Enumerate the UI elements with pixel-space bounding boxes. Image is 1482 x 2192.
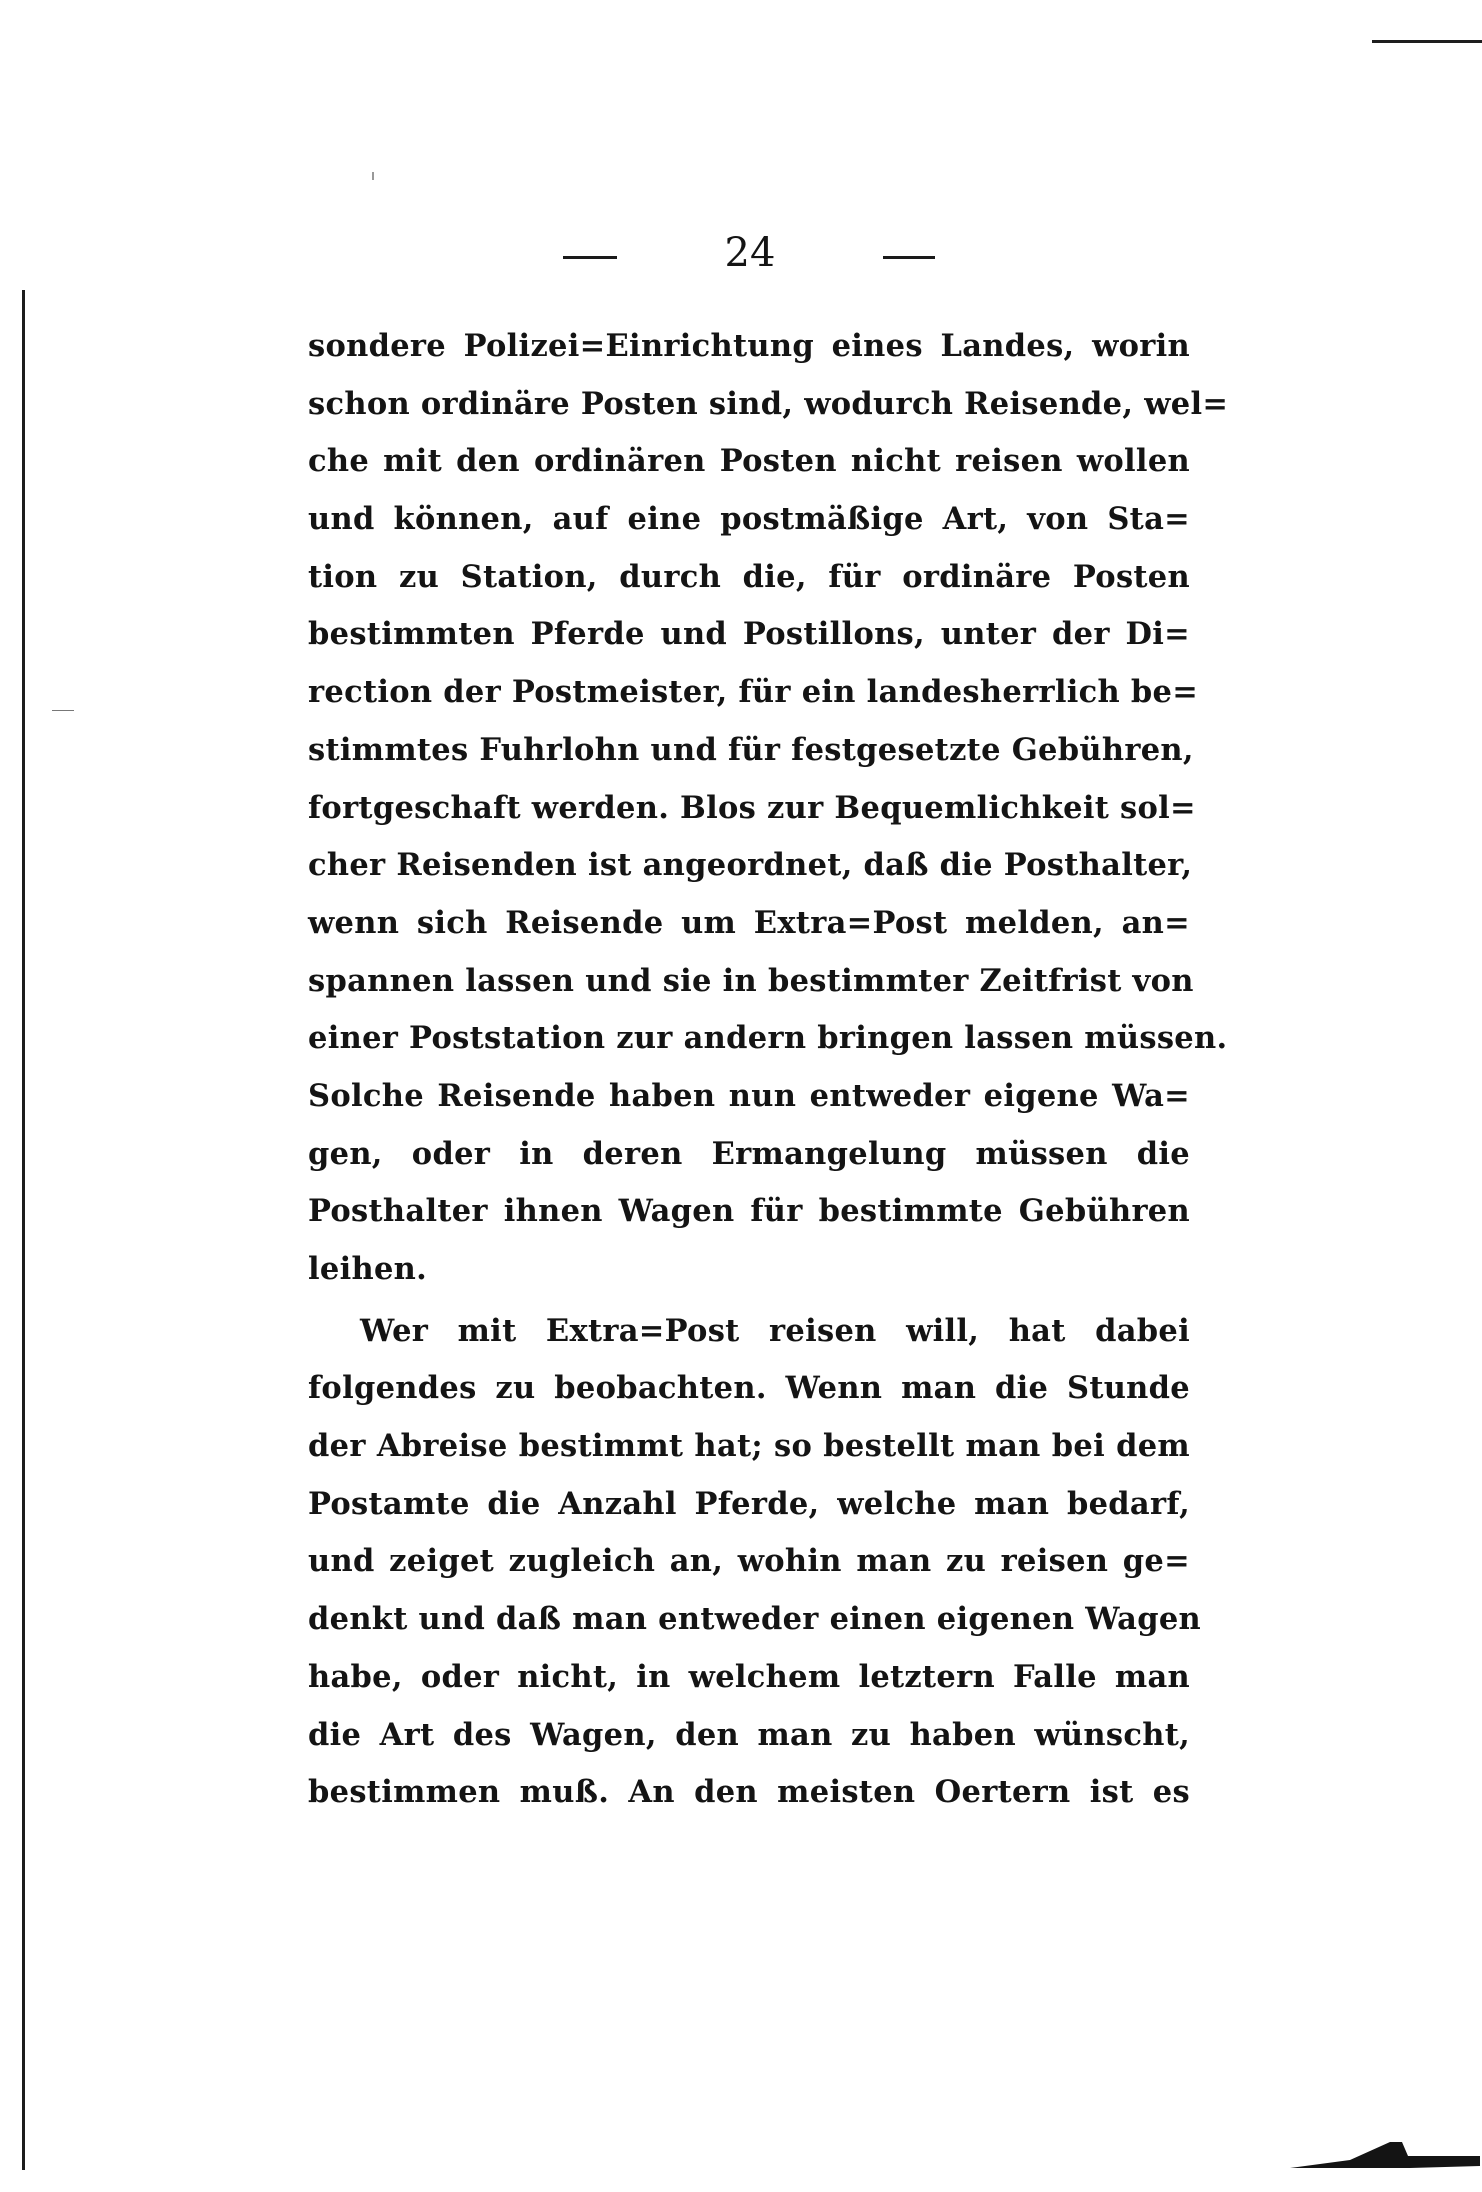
text-line: und zeiget zugleich an, wohin man zu reisen ge= [308,1543,1190,1580]
text-line: Solche Reisende haben nun entweder eigene Wa= [308,1077,1190,1114]
text-line: Wer mit Extra=Post reisen will, hat dabei [360,1312,1190,1349]
text-line: bestimmen muß. An den meisten Oertern ist es [308,1774,1190,1811]
scan-edge-top-right [1372,40,1482,43]
text-line: fortgeschaft werden. Blos zur Bequemlichkeit sol= [308,789,1196,826]
body-text [308,318,1229,1822]
text-line: und können, auf eine postmäßige Art, von Sta= [308,501,1190,538]
text-line: die Art des Wagen, den man zu haben wünscht, [308,1716,1190,1753]
text-line: wenn sich Reisende um Extra=Post melden, an= [308,904,1190,941]
paragraph-2 [308,1303,1202,1822]
text-line: rection der Postmeister, für ein landesherrlich be= [308,674,1199,711]
header-dash-left [563,256,617,259]
scan-mark [52,710,74,711]
text-line: che mit den ordinären Posten nicht reisen wollen [308,443,1190,480]
scan-speck [372,172,374,180]
text-line: der Abreise bestimmt hat; so bestellt man bei dem [308,1428,1190,1465]
text-line: tion zu Station, durch die, für ordinäre Posten [308,558,1190,595]
text-line: sondere Polizei=Einrichtung eines Landes, worin [308,328,1190,364]
text-line: cher Reisenden ist angeordnet, daß die Posthalter, [308,847,1193,884]
header-dash-right [883,256,935,259]
paragraph-1 [308,318,1229,1299]
scan-edge-bottom-right [1290,2138,1480,2172]
text-line: spannen lassen und sie in bestimmter Zeitfrist von [308,962,1194,999]
text-line: leihen. [308,1251,428,1287]
text-line: folgendes zu beobachten. Wenn man die Stunde [308,1370,1190,1407]
text-line: Posthalter ihnen Wagen für bestimmte Gebühren [308,1193,1190,1230]
text-line: Postamte die Anzahl Pferde, welche man bedarf, [308,1485,1190,1522]
text-line: einer Poststation zur andern bringen lassen müssen. [308,1020,1228,1057]
page-number: 24 [724,230,776,276]
text-line: denkt und daß man entweder einen eigenen Wagen [308,1601,1202,1638]
text-line: habe, oder nicht, in welchem letztern Falle man [308,1658,1190,1695]
text-line: stimmtes Fuhrlohn und für festgesetzte Gebühren, [308,731,1194,768]
text-line: schon ordinäre Posten sind, wodurch Reisende, wel= [308,385,1229,422]
scan-edge-left [22,290,25,2170]
text-line: bestimmten Pferde und Postillons, unter der Di= [308,616,1190,653]
text-line: gen, oder in deren Ermangelung müssen die [308,1135,1190,1172]
